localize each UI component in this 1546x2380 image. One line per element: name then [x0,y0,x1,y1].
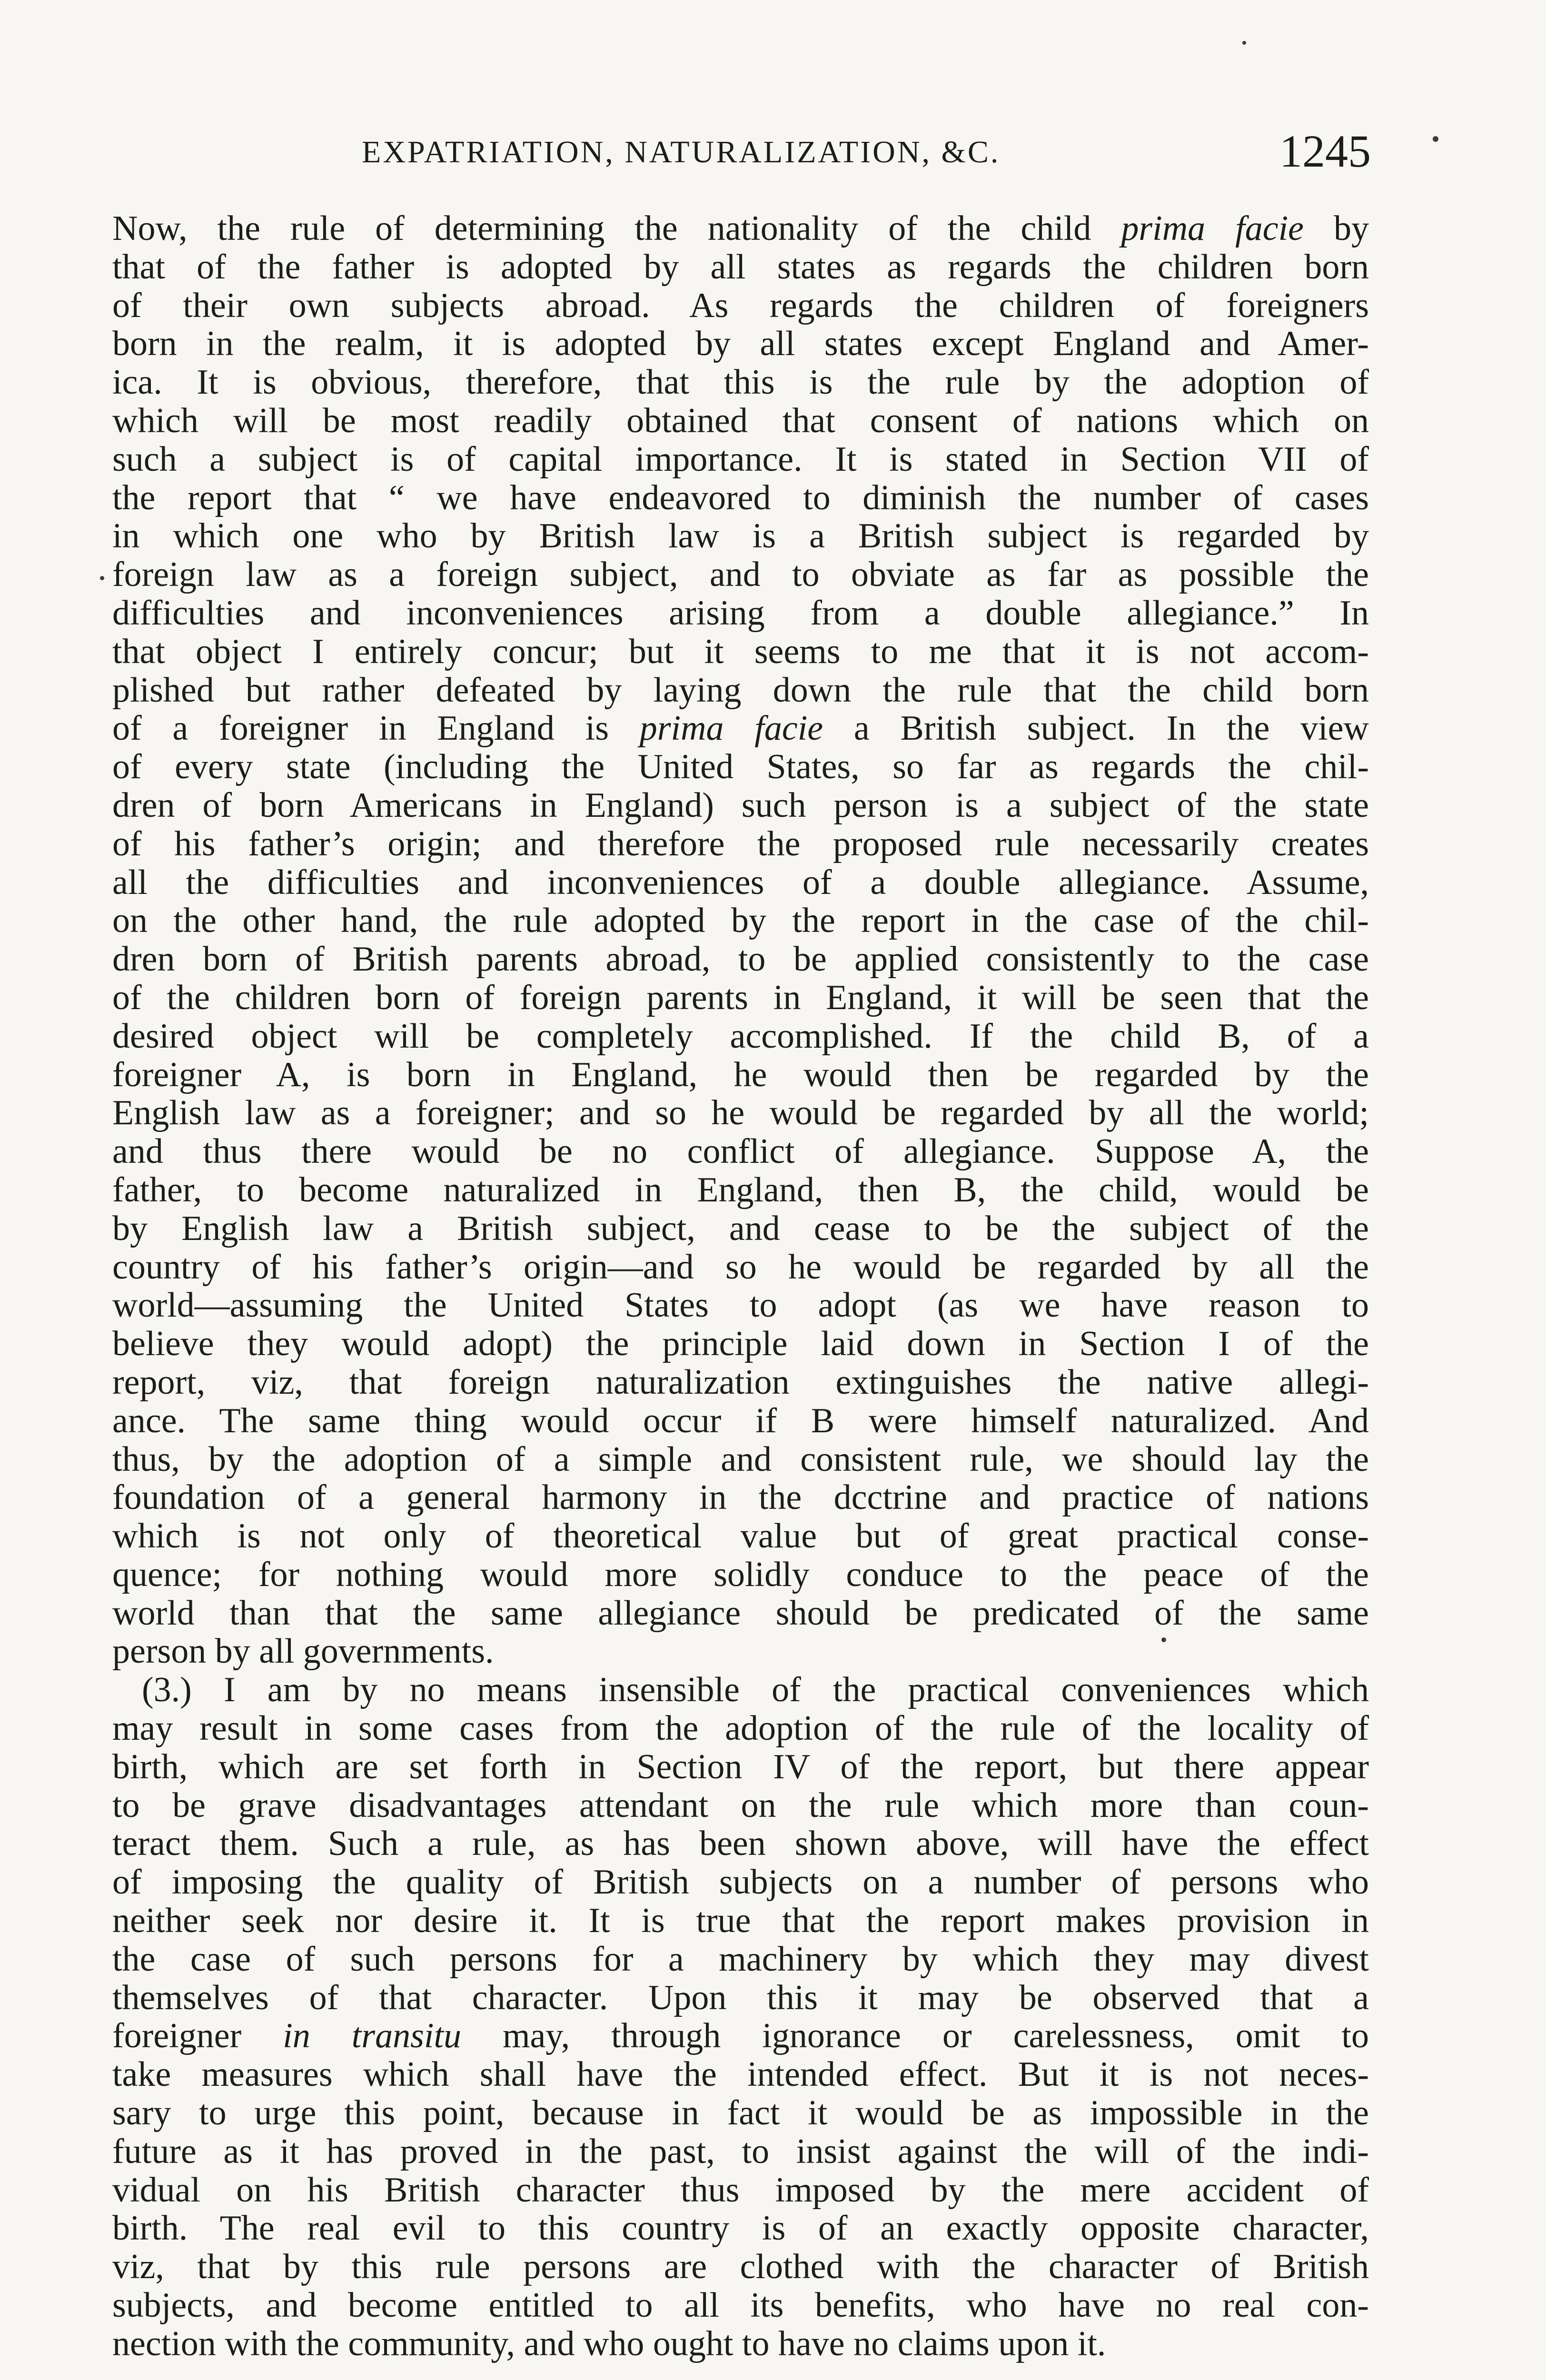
text-line: believe they would adopt) the principle laid down in Section I of the [112,1325,1369,1363]
paragraph-1 [112,209,1369,1671]
text-line: world than that the same allegiance should be predicated of the same [112,1594,1369,1633]
text-line: English law as a foreigner; and so he would be regarded by all the world; [112,1094,1369,1133]
text-line: foreigner in transitu may, through ignorance or carelessness, omit to [112,2017,1369,2056]
text-line: desired object will be completely accomplished. If the child B, of a [112,1017,1369,1056]
page-header [114,125,1371,177]
text-line: report, viz, that foreign naturalization extinguishes the native allegi- [112,1363,1369,1402]
text-line: that object I entirely concur; but it seems to me that it is not accom- [112,632,1369,671]
text-line: of imposing the quality of British subjects on a number of persons who [112,1863,1369,1902]
paragraph-2 [112,1671,1369,2363]
text-line: viz, that by this rule persons are clothed with the character of British [112,2248,1369,2287]
page-speck [1433,136,1438,142]
text-line: thus, by the adoption of a simple and consistent rule, we should lay the [112,1440,1369,1479]
text-line: foundation of a general harmony in the dcctrine and practice of nations [112,1478,1369,1517]
page-speck [100,576,104,580]
page-speck [1161,1637,1166,1642]
text-line: may result in some cases from the adoption of the rule of the locality of [112,1709,1369,1748]
text-line: dren of born Americans in England) such person is a subject of the state [112,786,1369,825]
text-line: nection with the community, and who ought to have no claims upon it. [112,2324,1106,2363]
text-line: born in the realm, it is adopted by all states except England and Amer- [112,325,1369,364]
text-line: birth. The real evil to this country is of an exactly opposite character, [112,2209,1369,2248]
text-line: foreigner A, is born in England, he would then be regarded by the [112,1055,1369,1094]
running-title: EXPATRIATION, NATURALIZATION, &C. [362,135,1001,169]
text-line: by English law a British subject, and cease to be the subject of the [112,1209,1369,1248]
text-line: of his father’s origin; and therefore the proposed rule necessarily creates [112,824,1369,863]
text-line: to be grave disadvantages attendant on the rule which more than coun- [112,1786,1369,1825]
text-line: neither seek nor desire it. It is true that the report makes provision in [112,1902,1369,1940]
text-line: ica. It is obvious, therefore, that this is the rule by the adoption of [112,363,1369,402]
text-line: that of the father is adopted by all states as regards the children born [112,248,1369,287]
text-line: such a subject is of capital importance. It is stated in Section VII of [112,440,1369,479]
text-line: all the difficulties and inconveniences of a double allegiance. Assume, [112,863,1369,902]
page-speck [1242,41,1246,45]
text-line: of a foreigner in England is prima facie a British subject. In the view [112,709,1369,748]
page-number: 1245 [1279,126,1371,177]
text-line: birth, which are set forth in Section IV of the report, but there appear [112,1747,1369,1786]
text-line: ance. The same thing would occur if B were himself naturalized. And [112,1401,1369,1440]
text-line: person by all governments. [112,1632,494,1671]
text-line: take measures which shall have the intended effect. But it is not neces- [112,2055,1369,2094]
text-line: plished but rather defeated by laying down the rule that the child born [112,671,1369,710]
text-line: of their own subjects abroad. As regards the children of foreigners [112,286,1369,325]
text-line: world—assuming the United States to adopt (as we have reason to [112,1286,1369,1325]
text-line: country of his father’s origin—and so he would be regarded by all the [112,1248,1369,1287]
text-line: dren born of British parents abroad, to be applied consistently to the case [112,940,1369,979]
text-line: (3.) I am by no means insensible of the practical conveniences which [142,1671,1369,1710]
text-line: which is not only of theoretical value but of great practical conse- [112,1517,1369,1556]
text-line: foreign law as a foreign subject, and to obviate as far as possible the [112,555,1369,594]
body-text [112,209,1369,2363]
text-line: of the children born of foreign parents in England, it will be seen that the [112,978,1369,1017]
text-line: difficulties and inconveniences arising from a double allegiance.” In [112,594,1369,633]
text-line: future as it has proved in the past, to insist against the will of the indi- [112,2132,1369,2171]
text-line: teract them. Such a rule, as has been shown above, will have the effect [112,1825,1369,1864]
text-line: the case of such persons for a machinery by which they may divest [112,1940,1369,1979]
text-line: vidual on his British character thus imposed by the mere accident of [112,2171,1369,2210]
text-line: quence; for nothing would more solidly conduce to the peace of the [112,1555,1369,1594]
text-line: in which one who by British law is a British subject is regarded by [112,517,1369,556]
text-line: themselves of that character. Upon this it may be observed that a [112,1978,1369,2017]
text-line: sary to urge this point, because in fact it would be as impossible in the [112,2094,1369,2132]
text-line: subjects, and become entitled to all its benefits, who have no real con- [112,2286,1369,2325]
text-line: on the other hand, the rule adopted by the report in the case of the chil- [112,902,1369,941]
text-line: of every state (including the United States, so far as regards the chil- [112,748,1369,786]
text-line: father, to become naturalized in England, then B, the child, would be [112,1170,1369,1210]
text-line: and thus there would be no conflict of allegiance. Suppose A, the [112,1132,1369,1171]
text-line: the report that “ we have endeavored to diminish the number of cases [112,478,1369,517]
text-line: Now, the rule of determining the nationality of the child prima facie by [112,209,1369,248]
text-line: which will be most readily obtained that consent of nations which on [112,401,1369,440]
